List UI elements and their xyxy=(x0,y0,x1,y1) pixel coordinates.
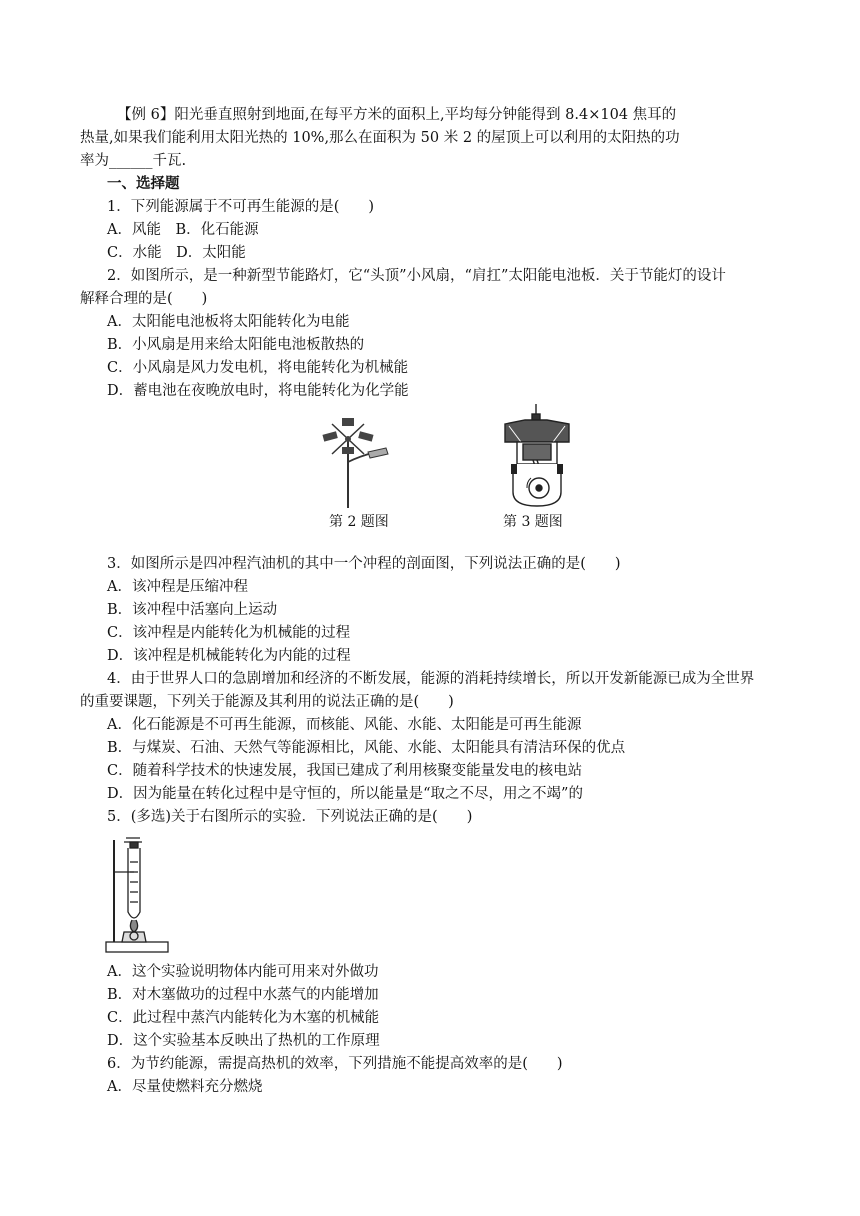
q3-option-b: B．该冲程中活塞向上运动 xyxy=(107,602,278,618)
q2-stem-line1: 2．如图所示，是一种新型节能路灯，它“头顶”小风扇，“肩扛”太阳能电池板．关于节能灯的设计 xyxy=(107,268,726,284)
q3-option-a: A．该冲程是压缩冲程 xyxy=(107,579,248,595)
test-tube-experiment-figure xyxy=(104,832,170,956)
q3-option-c: C．该冲程是内能转化为机械能的过程 xyxy=(107,625,351,641)
q1-options-row1: A．风能 B．化石能源 xyxy=(107,222,259,238)
q5-option-a: A．这个实验说明物体内能可用来对外做功 xyxy=(107,964,379,980)
q4-option-b: B．与煤炭、石油、天然气等能源相比，风能、水能、太阳能具有清洁环保的优点 xyxy=(107,740,626,756)
q3-option-d: D．该冲程是机械能转化为内能的过程 xyxy=(107,648,351,664)
q4-stem-line2: 的重要课题，下列关于能源及其利用的说法正确的是( ) xyxy=(80,694,454,710)
q4-option-a: A．化石能源是不可再生能源，而核能、风能、水能、太阳能是可再生能源 xyxy=(107,717,582,733)
section-heading: 一、选择题 xyxy=(107,175,180,192)
q2-option-b: B．小风扇是用来给太阳能电池板散热的 xyxy=(107,337,365,353)
q1-stem: 1．下列能源属于不可再生能源的是( ) xyxy=(107,199,375,215)
engine-cross-section-figure xyxy=(497,402,577,510)
q2-stem-line2: 解释合理的是( ) xyxy=(80,291,208,307)
q2-option-a: A．太阳能电池板将太阳能转化为电能 xyxy=(107,314,350,330)
figure3-caption: 第 3 题图 xyxy=(503,514,563,530)
example6-line1: 【例 6】阳光垂直照射到地面,在每平方米的面积上,平均每分钟能得到 8.4×104 焦耳的 xyxy=(117,107,677,123)
q6-option-a: A．尽量使燃料充分燃烧 xyxy=(107,1079,263,1095)
q5-option-b: B．对木塞做功的过程中水蒸气的内能增加 xyxy=(107,987,379,1003)
street-lamp-figure xyxy=(318,410,398,510)
example6-line2: 热量,如果我们能利用太阳光热的 10%,那么在面积为 50 米 2 的屋顶上可以利用的太阳热的功 xyxy=(80,130,680,146)
q6-stem: 6．为节约能源，需提高热机的效率，下列措施不能提高效率的是( ) xyxy=(107,1056,563,1072)
figure2-caption: 第 2 题图 xyxy=(329,514,389,530)
q2-option-c: C．小风扇是风力发电机，将电能转化为机械能 xyxy=(107,360,409,376)
q5-option-c: C．此过程中蒸汽内能转化为木塞的机械能 xyxy=(107,1010,380,1026)
q5-stem: 5．(多选)关于右图所示的实验．下列说法正确的是( ) xyxy=(107,809,473,825)
q2-option-d: D．蓄电池在夜晚放电时，将电能转化为化学能 xyxy=(107,383,409,399)
q5-option-d: D．这个实验基本反映出了热机的工作原理 xyxy=(107,1033,380,1049)
q4-stem-line1: 4．由于世界人口的急剧增加和经济的不断发展，能源的消耗持续增长，所以开发新能源已成为全世界 xyxy=(107,671,755,687)
q1-options-row2: C．水能 D．太阳能 xyxy=(107,245,246,261)
q4-option-d: D．因为能量在转化过程中是守恒的，所以能量是“取之不尽，用之不竭”的 xyxy=(107,786,583,802)
example6-line3: 率为______千瓦. xyxy=(80,153,187,169)
q4-option-c: C．随着科学技术的快速发展，我国已建成了利用核聚变能量发电的核电站 xyxy=(107,763,583,779)
q3-stem: 3．如图所示是四冲程汽油机的其中一个冲程的剖面图，下列说法正确的是( ) xyxy=(107,556,621,572)
